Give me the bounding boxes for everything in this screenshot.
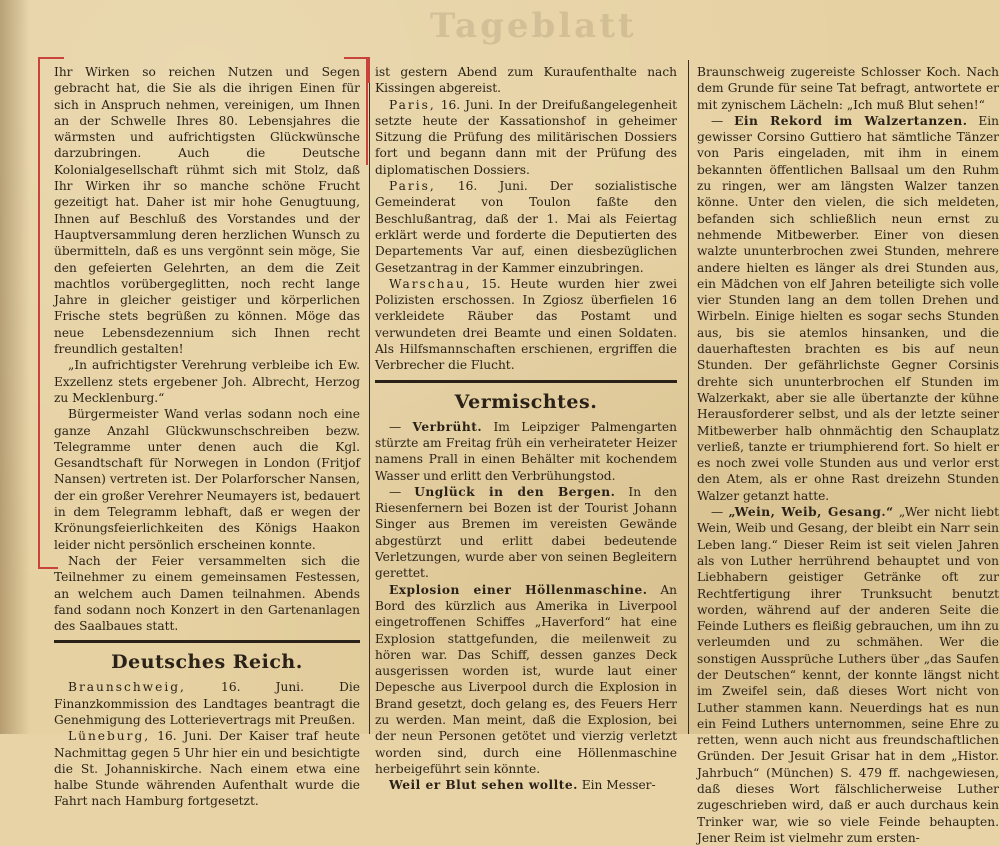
article-paragraph: Braunschweig zugereiste Schlosser Koch. Nach dem Grunde für seine Tat befragt, antwortete er mit zynischem Lächeln: „Ich muß Blut sehen!“ bbox=[697, 65, 999, 112]
dateline: Paris, bbox=[389, 97, 436, 112]
item-title: Unglück in den Bergen. bbox=[414, 484, 616, 499]
section-divider bbox=[375, 380, 677, 383]
column-1 bbox=[54, 64, 360, 809]
faded-masthead: Tageblatt bbox=[430, 6, 637, 46]
news-text: 16. Juni. Die Finanzkommission des Landtages beantragt die Genehmigung des Lotterievertrags mit Preußen. bbox=[54, 680, 360, 727]
red-pencil-mark-right bbox=[366, 57, 368, 165]
section-divider bbox=[54, 640, 360, 643]
article-paragraph: ist gestern Abend zum Kuraufenthalte nach Kissingen abgereist. bbox=[375, 65, 677, 96]
news-text: 15. Heute wurden hier zwei Polizisten erschossen. In Zgiosz überfielen 16 verkleidete Räuber das Postamt und verwundeten drei Beamte und einen Soldaten. Als Hilfsmannschaften erschienen, ergriffen die Verbrecher die Flucht. bbox=[375, 276, 677, 373]
section-heading-vermischtes: Vermischtes. bbox=[454, 390, 598, 413]
article-paragraph: Nach der Feier versammelten sich die Teilnehmer zu einem gemeinsamen Festessen, an welchem auch Damen teilnahmen. Abends fand sodann noch Konzert in den Gartenanlagen des Saalbaues statt. bbox=[54, 553, 360, 634]
news-item-paris-1 bbox=[375, 97, 677, 178]
news-text: 16. Juni. In der Dreifußangelegenheit setzte heute der Kassationshof in geheimer Sitzung die Prüfung des militärischen Dossiers fort und begann dann mit der Prüfung des diplomatischen Dossiers. bbox=[375, 97, 677, 177]
news-text: An Bord des kürzlich aus Amerika in Liverpool eingetroffenen Schiffes „Haverford“ hat eine Explosion stattgefunden, die meilenweit zu hören war. Das Schiff, dessen ganzes Deck ausgerissen worden ist, wurde laut einer Depesche aus Liverpool durch die Explosion in Brand gesetzt, doch gelang es, des Feuers Herr zu werden. Man meint, daß die Explosion, bei der neun Personen getötet und vierzig verletzt worden sind, durch eine Höllenmaschine herbeigeführt sein könnte. bbox=[375, 582, 677, 776]
article-paragraph: Ihr Wirken so reichen Nutzen und Segen gebracht hat, die Sie als die ihrigen Einen für sich in Anspruch nehmen, vereinigen, um Ihnen an der Schwelle Ihres 80. Lebensjahres die wärmsten und aufrichtigsten Glückwünsche darzubringen. Auch die Deutsche Kolonialgesellschaft rühmt sich mit Stolz, daß Ihr Wirken ihr so manche schöne Frucht gezeitigt hat. Daher ist mir hohe Genugtuung, Ihnen auf Beschluß des Vorstandes und der Hauptversammlung deren herzlichen Wunsch zu übermitteln, daß es uns vergönnt sein möge, Sie den gefeierten Gelehrten, an dem die Zeit machtlos vorübergeglitten, noch recht lange Jahre in gleicher geistiger und körperlichen Frische stets begrüßen zu können. Möge das neue Lebensdezennium sich Ihnen recht freundlich gestalten! bbox=[54, 65, 360, 357]
dateline: Paris, bbox=[389, 179, 436, 194]
news-text: Im Leipziger Palmengarten stürzte am Freitag früh ein verheirateter Heizer namens Prall in einen Behälter mit kochendem Wasser und erlitt den Verbrühungstod. bbox=[375, 419, 677, 483]
item-title: Explosion einer Höllenmaschine. bbox=[389, 582, 648, 597]
news-item-warschau bbox=[375, 276, 677, 374]
news-text: „Wer nicht liebt Wein, Weib und Gesang, der bleibt ein Narr sein Leben lang.“ Dieser Reim ist seit vielen Jahren als von Luther herrührend behauptet und von Liebhabern geistiger Getränke oft zur Rechtfertigung ihrer Trunksucht benutzt worden, während auf der anderen Seite die Feinde Luthers es fleißig gebrauchen, um ihn zu verleumden und zu schmähen. Wer die sonstigen Aussprüche Luthers über „das Saufen der Deutschen“ kennt, der konnte längst nicht im Zweifel sein, daß dieses Wort nicht von Luther stammen kann. Neuerdings hat es nun ein Feind Luthers unternommen, seine Ehre zu retten, wenn auch nicht aus freundschaftlichen Gründen. Der Jesuit Grisar hat in dem „Histor. Jahrbuch“ (München) S. 479 ff. nachgewiesen, daß dieses Wort fälschlicherweise Luther zugeschrieben wird, daß er auch durchaus kein Trinker war, wie so viele Feinde behaupten. Jener Reim ist vielmehr zum ersten- bbox=[697, 505, 1000, 845]
dateline: Warschau, bbox=[389, 276, 472, 291]
news-item-unglueck: — Unglück in den Bergen. In den Riesenfernern bei Bozen ist der Tourist Johann Singer aus Bremen im vereisten Gewände abgestürzt und erlitt dabei bedeutende Verletzungen, wurde aber von seinen Begleitern gerettet. bbox=[375, 484, 678, 581]
column-2 bbox=[375, 64, 678, 793]
news-text: In den Riesenfernern bei Bozen ist der Tourist Johann Singer aus Bremen im vereisten Gewände abgestürzt und erlitt dabei bedeutende Verletzungen, wurde aber von seinen Begleitern gerettet. bbox=[375, 484, 678, 581]
article-paragraph: „In aufrichtigster Verehrung verbleibe ich Ew. Exzellenz stets ergebener Joh. Albrecht, Herzog zu Mecklenburg.“ bbox=[54, 358, 360, 405]
section-heading-deutsches-reich: Deutsches Reich. bbox=[111, 651, 303, 674]
news-item-walzer: — Ein Rekord im Walzertanzen. Ein gewisser Corsino Guttiero hat sämtliche Tänzer von Paris eingeladen, mit ihm in einem bekannten öffentlichen Ballsaal um den Ruhm zu ringen, wer am längsten Walzer tanzen könne. Unter den vielen, die sich meldeten, befanden sich schließlich neun ernst zu nehmende Mitbewerber. Einer von diesen walzte ununterbrochen zwei Stunden, mehrere andere hielten es länger als drei Stunden aus, ein Mädchen von elf Jahren beteiligte sich volle vier Stunden lang an dem tollen Drehen und Wirbeln. Einige hielten es sogar sechs Stunden aus, bis sie atemlos hinsanken, und die dauerhaftesten brachten es bis auf neun Stunden. Der gefährlichste Gegner Corsinis drehte sich ununterbrochen elf Stunden im Walzerkakt, aber sie alle übertanzte der kühne Herausforderer selbst, und als der letzte seiner Mitbewerber halb ohnmächtig den Schauplatz verließ, tanzte er triumphierend fort. So hielt er es noch zwei volle Stunden aus und verlor erst den Atem, als er ohne Rast dreizehn Stunden Walzer getanzt hatte. bbox=[697, 113, 999, 503]
news-item-lueneburg bbox=[54, 728, 360, 809]
news-text: Ein Messer- bbox=[577, 778, 656, 793]
column-rule-2 bbox=[688, 60, 689, 734]
news-item-wein-weib-gesang: — „Wein, Weib, Gesang.“ „Wer nicht liebt Wein, Weib und Gesang, der bleibt ein Narr sein Leben lang.“ Dieser Reim ist seit vielen Jahren als von Luther herrührend behauptet und von Liebhabern geistiger Getränke oft zur Rechtfertigung ihrer Trunksucht benutzt worden, während auf der anderen Seite die Feinde Luthers es fleißig gebrauchen, um ihn zu verleumden und zu schmähen. Wer die sonstigen Aussprüche Luthers über „das Saufen der Deutschen“ kennt, der konnte längst nicht im Zweifel sein, daß dieses Wort nicht von Luther stammen kann. Neuerdings hat es nun ein Feind Luthers unternommen, seine Ehre zu retten, wenn auch nicht aus freundschaftlichen Gründen. Der Jesuit Grisar hat in dem „Histor. Jahrbuch“ (München) S. 479 ff. nachgewiesen, daß dieses Wort fälschlicherweise Luther zugeschrieben wird, daß er auch durchaus kein Trinker war, wie so viele Feinde behaupten. Jener Reim ist vielmehr zum ersten- bbox=[697, 505, 1000, 845]
news-text: 16. Juni. Der sozialistische Gemeinderat von Toulon faßte den Beschlußantrag, daß der 1. Mai als Feiertag erklärt werde und forderte die Deputierten des Departements Var auf, einen diesbezüglichen Gesetzantrag in der Kammer einzubringen. bbox=[375, 179, 677, 275]
news-item-verbrueht: — Verbrüht. Im Leipziger Palmengarten stürzte am Freitag früh ein verheirateter Heizer namens Prall in einen Behälter mit kochendem Wasser und erlitt den Verbrühungstod. bbox=[375, 419, 677, 483]
item-title: Ein Rekord im Walzertanzen. bbox=[734, 113, 968, 128]
news-text: Ein gewisser Corsino Guttiero hat sämtliche Tänzer von Paris eingeladen, mit ihm in einem bekannten öffentlichen Ballsaal um den Ruhm zu ringen, wer am längsten Walzer tanzen könne. Unter den vielen, die sich meldeten, befanden sich schließlich neun ernst zu nehmende Mitbewerber. Einer von diesen walzte ununterbrochen zwei Stunden, mehrere andere hielten es länger als drei Stunden aus, ein Mädchen von elf Jahren beteiligte sich volle vier Stunden lang an dem tollen Drehen und Wirbeln. Einige hielten es sogar sechs Stunden aus, bis sie atemlos hinsanken, und die dauerhaftesten brachten es bis auf neun Stunden. Der gefährlichste Gegner Corsinis drehte sich ununterbrochen elf Stunden im Walzerkakt, aber sie alle übertanzte der kühne Herausforderer selbst, und als der letzte seiner Mitbewerber halb ohnmächtig den Schauplatz verließ, tanzte er triumphierend fort. So hielt er es noch zwei volle Stunden aus und verlor erst den Atem, als er ohne Rast dreizehn Stunden Walzer getanzt hatte. bbox=[697, 113, 999, 503]
item-title: „Wein, Weib, Gesang.“ bbox=[728, 505, 894, 520]
news-item-explosion bbox=[375, 582, 677, 778]
dateline: Braunschweig, bbox=[68, 680, 186, 695]
news-item-paris-2 bbox=[375, 178, 677, 276]
news-item-blut bbox=[375, 777, 677, 793]
red-pencil-mark-left bbox=[38, 57, 40, 567]
column-rule-1 bbox=[369, 60, 370, 734]
news-text: 16. Juni. Der Kaiser traf heute Nachmittag gegen 5 Uhr hier ein und besichtigte die St. Johanniskirche. Nach einem etwa eine halbe Stunde währenden Aufenthalt wurde die Fahrt nach Hamburg fortgesetzt. bbox=[54, 729, 360, 809]
item-title: Verbrüht. bbox=[412, 419, 483, 434]
news-item-braunschweig bbox=[54, 679, 360, 728]
column-3 bbox=[697, 64, 1000, 845]
article-paragraph: Bürgermeister Wand verlas sodann noch eine ganze Anzahl Glückwunschschreiben bezw. Telegramme unter denen auch die Kgl. Gesandtschaft für Norwegen in London (Fritjof Nansen) vertreten ist. Der Polarforscher Nansen, der ein großer Verehrer Neumayers ist, bedauert in dem Telegramm lebhaft, daß er wegen der Krönungsfeierlichkeiten des Königs Haakon leider nicht persönlich erscheinen konnte. bbox=[54, 407, 360, 552]
dateline: Lüneburg, bbox=[68, 729, 151, 744]
item-title: Weil er Blut sehen wollte. bbox=[389, 778, 578, 793]
page-fold-shadow bbox=[0, 0, 30, 734]
